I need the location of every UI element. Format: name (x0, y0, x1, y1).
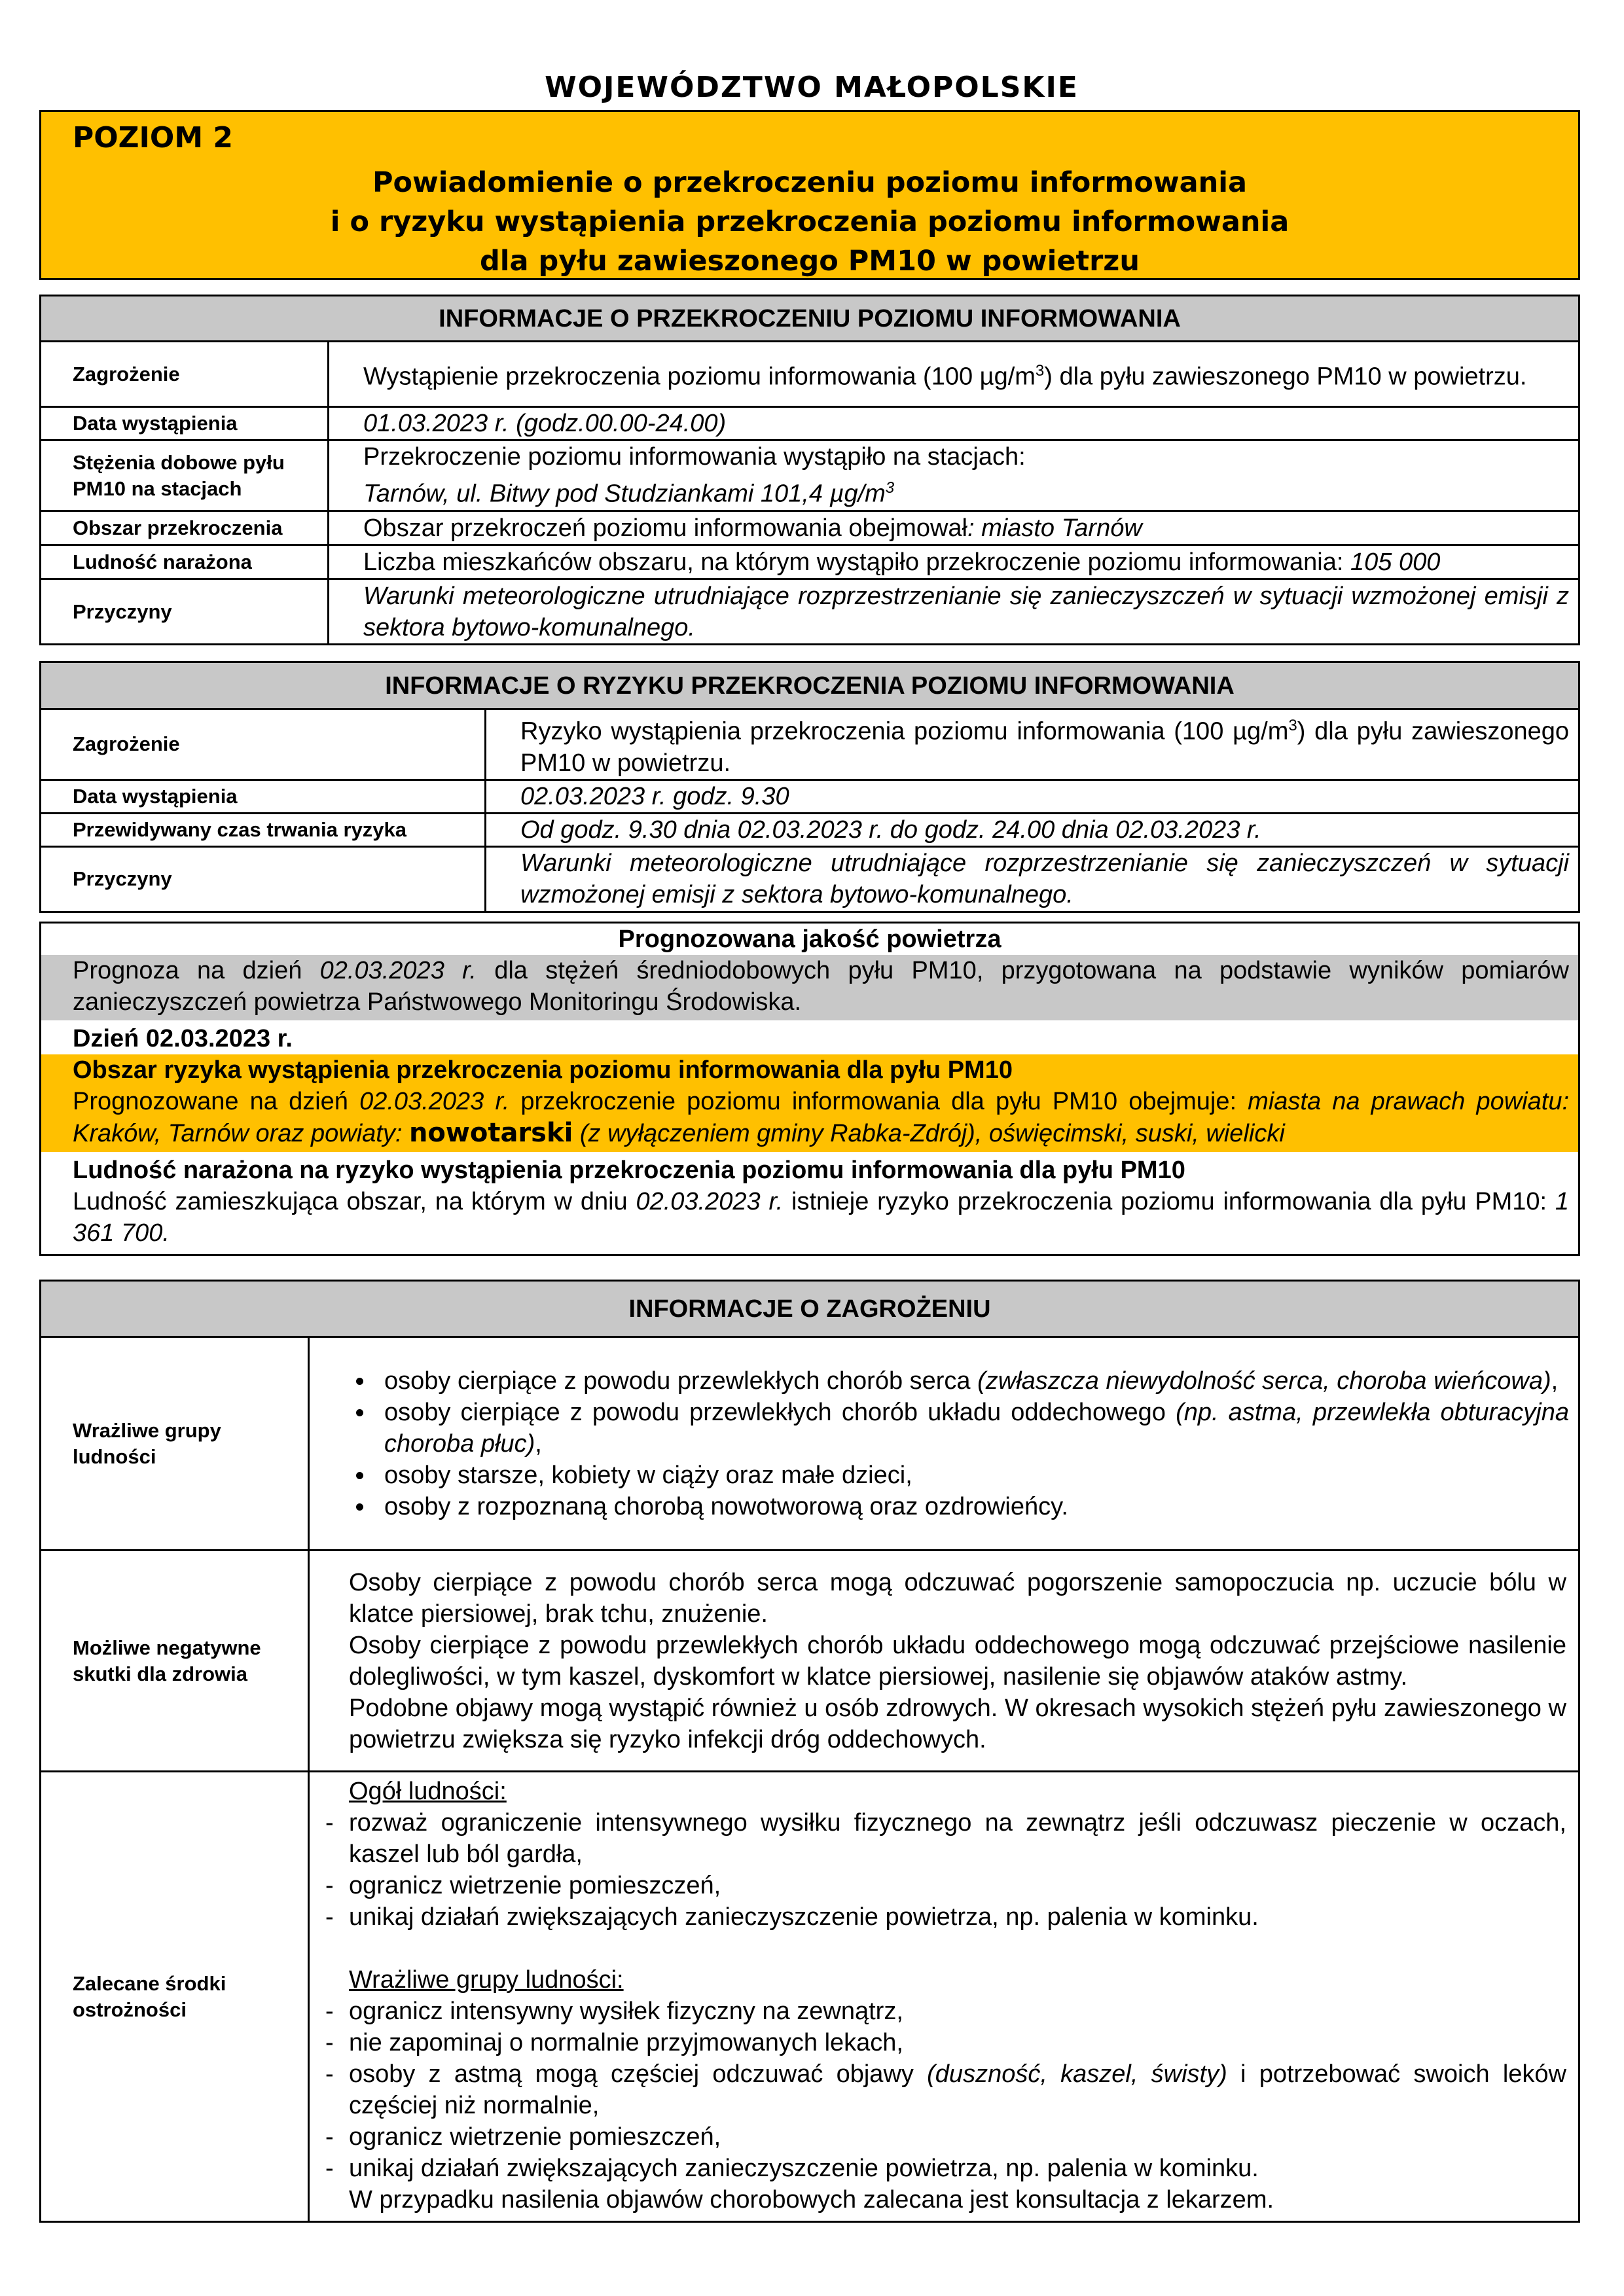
sensitive-groups-label: Wrażliwe grupy ludności (41, 1337, 309, 1551)
list-item: - ogranicz wietrzenie pomieszczeń, (321, 2121, 1566, 2153)
list-item: - nie zapominaj o normalnie przyjmowanych lekach, (321, 2027, 1566, 2058)
precautions-label: Zalecane środki ostrożności (41, 1772, 309, 2222)
notification-heading (41, 163, 1578, 281)
risk-duration-label: Przewidywany czas trwania ryzyka (41, 813, 486, 846)
list-item: - unikaj działań zwiększających zanieczyszczenie powietrza, np. palenia w kominku. (321, 2153, 1566, 2184)
precautions-text (309, 1772, 1579, 2222)
risk-area-block: Obszar ryzyka wystąpienia przekroczenia poziomu informowania dla pyłu PM10 Prognozowane na dzień 02.03.2023 r. przekroczenie poziomu informowania dla pyłu PM10 obejmuje: miasta na prawach powiatu: Kraków, Tarnów oraz powiaty: nowotarski (z wyłączeniem gminy Rabka-Zdrój), oświęcimski, suski, wielicki (41, 1054, 1579, 1152)
list-item: - ogranicz intensywny wysiłek fizyczny na zewnątrz, (321, 1996, 1566, 2027)
cause-value: Warunki meteorologiczne utrudniające rozprzestrzenianie się zanieczyszczeń w sytuacji wzmożonej emisji z sektora bytowo-komunalnego. (329, 579, 1579, 645)
health-info-heading: INFORMACJE O ZAGROŻENIU (41, 1281, 1579, 1337)
forecast-heading: Prognozowana jakość powietrza (41, 923, 1579, 956)
heading-line: dla pyłu zawieszonego PM10 w powietrzu (480, 245, 1140, 278)
cause-label: Przyczyny (41, 579, 329, 645)
list-item: • osoby z rozpoznaną chorobą nowotworową oraz ozdrowieńcy. (375, 1491, 1569, 1522)
sensitive-groups-list (309, 1337, 1579, 1551)
doctor-note: W przypadku nasilenia objawów chorobowych zalecana jest konsultacja z lekarzem. (349, 2185, 1274, 2214)
effects-label: Możliwe negatywne skutki dla zdrowia (41, 1551, 309, 1772)
highlighted-county: nowotarski (408, 1118, 573, 1148)
risk-duration-value: Od godz. 9.30 dnia 02.03.2023 r. do godz. 24.00 dnia 02.03.2023 r. (486, 813, 1579, 846)
risk-cause-label: Przyczyny (41, 846, 486, 912)
list-item: • osoby cierpiące z powodu przewlekłych chorób serca (zwłaszcza niewydolność serca, choroba wieńcowa), (375, 1365, 1569, 1397)
forecast-table (39, 922, 1580, 1256)
exposed-population-block: Ludność narażona na ryzyko wystąpienia przekroczenia poziomu informowania dla pyłu PM10 Ludność zamieszkująca obszar, na którym w dniu 02.03.2023 r. istnieje ryzyko przekroczenia poziomu informowania dla pyłu PM10: 1 361 700. (41, 1152, 1579, 1255)
health-info-table (39, 1280, 1580, 2223)
level-label: POZIOM 2 (73, 121, 234, 154)
date-label: Data wystąpienia (41, 407, 329, 440)
level-banner (39, 110, 1580, 280)
area-value: Obszar przekroczeń poziomu informowania obejmował: miasto Tarnów (329, 511, 1579, 545)
risk-heading: INFORMACJE O RYZYKU PRZEKROCZENIA POZIOMU INFORMOWANIA (41, 662, 1579, 709)
threat-label: Zagrożenie (41, 342, 329, 407)
threat-value: Wystąpienie przekroczenia poziomu informowania (100 $\mu g/m^3$) dla pyłu zawieszonego PM10 w powietrzu. (329, 342, 1579, 407)
list-item: - unikaj działań zwiększających zanieczyszczenie powietrza, np. palenia w kominku. (321, 1901, 1566, 1933)
sensitive-groups-heading: Wrażliwe grupy ludności: (349, 1965, 624, 1994)
population-value: Liczba mieszkańców obszaru, na którym wystąpiło przekroczenie poziomu informowania: 105 000 (329, 545, 1579, 579)
list-item: - rozważ ograniczenie intensywnego wysiłku fizycznego na zewnątrz jeśli odczuwasz pieczenie w oczach, kaszel lub ból gardła, (321, 1807, 1566, 1870)
risk-threat-value: Ryzyko wystąpienia przekroczenia poziomu informowania (100 $\mu g/m^3$) dla pyłu zawieszonego PM10 w powietrzu. (486, 709, 1579, 780)
exceedance-heading: INFORMACJE O PRZEKROCZENIU POZIOMU INFORMOWANIA (41, 296, 1579, 342)
list-item: • osoby cierpiące z powodu przewlekłych chorób układu oddechowego (np. astma, przewlekła obturacyjna choroba płuc), (375, 1397, 1569, 1460)
heading-line: Powiadomienie o przekroczeniu poziomu informowania (372, 166, 1247, 199)
risk-table (39, 661, 1580, 913)
exceedance-table (39, 295, 1580, 645)
exposed-population-heading: Ludność narażona na ryzyko wystąpienia przekroczenia poziomu informowania dla pyłu PM10 (73, 1157, 1185, 1184)
list-item: - osoby z astmą mogą częściej odczuwać objawy (duszność, kaszel, świsty) i potrzebować swoich leków częściej niż normalnie, (321, 2058, 1566, 2121)
risk-date-label: Data wystąpienia (41, 780, 486, 813)
risk-cause-value: Warunki meteorologiczne utrudniające rozprzestrzenianie się zanieczyszczeń w sytuacji wzmożonej emisji z sektora bytowo-komunalnego. (486, 846, 1579, 912)
concentration-label: Stężenia dobowe pyłu PM10 na stacjach (41, 440, 329, 511)
general-population-heading: Ogół ludności: (349, 1777, 507, 1805)
date-value: 01.03.2023 r. (godz.00.00-24.00) (329, 407, 1579, 440)
risk-threat-label: Zagrożenie (41, 709, 486, 780)
area-label: Obszar przekroczenia (41, 511, 329, 545)
forecast-day: Dzień 02.03.2023 r. (41, 1020, 1579, 1054)
document-title: WOJEWÓDZTWO MAŁOPOLSKIE (545, 71, 1079, 104)
forecast-description: Prognoza na dzień 02.03.2023 r. dla stężeń średniodobowych pyłu PM10, przygotowana na podstawie wyników pomiarów zanieczyszczeń powietrza Państwowego Monitoringu Środowiska. (41, 955, 1579, 1020)
list-item: - ogranicz wietrzenie pomieszczeń, (321, 1870, 1566, 1901)
risk-date-value: 02.03.2023 r. godz. 9.30 (486, 780, 1579, 813)
risk-area-heading: Obszar ryzyka wystąpienia przekroczenia poziomu informowania dla pyłu PM10 (73, 1056, 1013, 1084)
list-item: • osoby starsze, kobiety w ciąży oraz małe dzieci, (375, 1460, 1569, 1491)
effects-text: Osoby cierpiące z powodu chorób serca mogą odczuwać pogorszenie samopoczucia np. uczucie bólu w klatce piersiowej, brak tchu, znużenie. Osoby cierpiące z powodu przewlekłych chorób układu oddechowego mogą odczuwać przejściowe nasilenie dolegliwości, w tym kaszel, dyskomfort w klatce piersiowej, nasilenie się objawów ataków astmy. Podobne objawy mogą wystąpić również u osób zdrowych. W okresach wysokich stężeń pyłu zawieszonego w powietrzu zwiększa się ryzyko infekcji dróg oddechowych. (309, 1551, 1579, 1772)
population-label: Ludność narażona (41, 545, 329, 579)
concentration-value: Przekroczenie poziomu informowania wystąpiło na stacjach: Tarnów, ul. Bitwy pod Studziankami 101,4 $\mu g/m^3$ (329, 440, 1579, 511)
heading-line: i o ryzyku wystąpienia przekroczenia poziomu informowania (330, 206, 1290, 238)
